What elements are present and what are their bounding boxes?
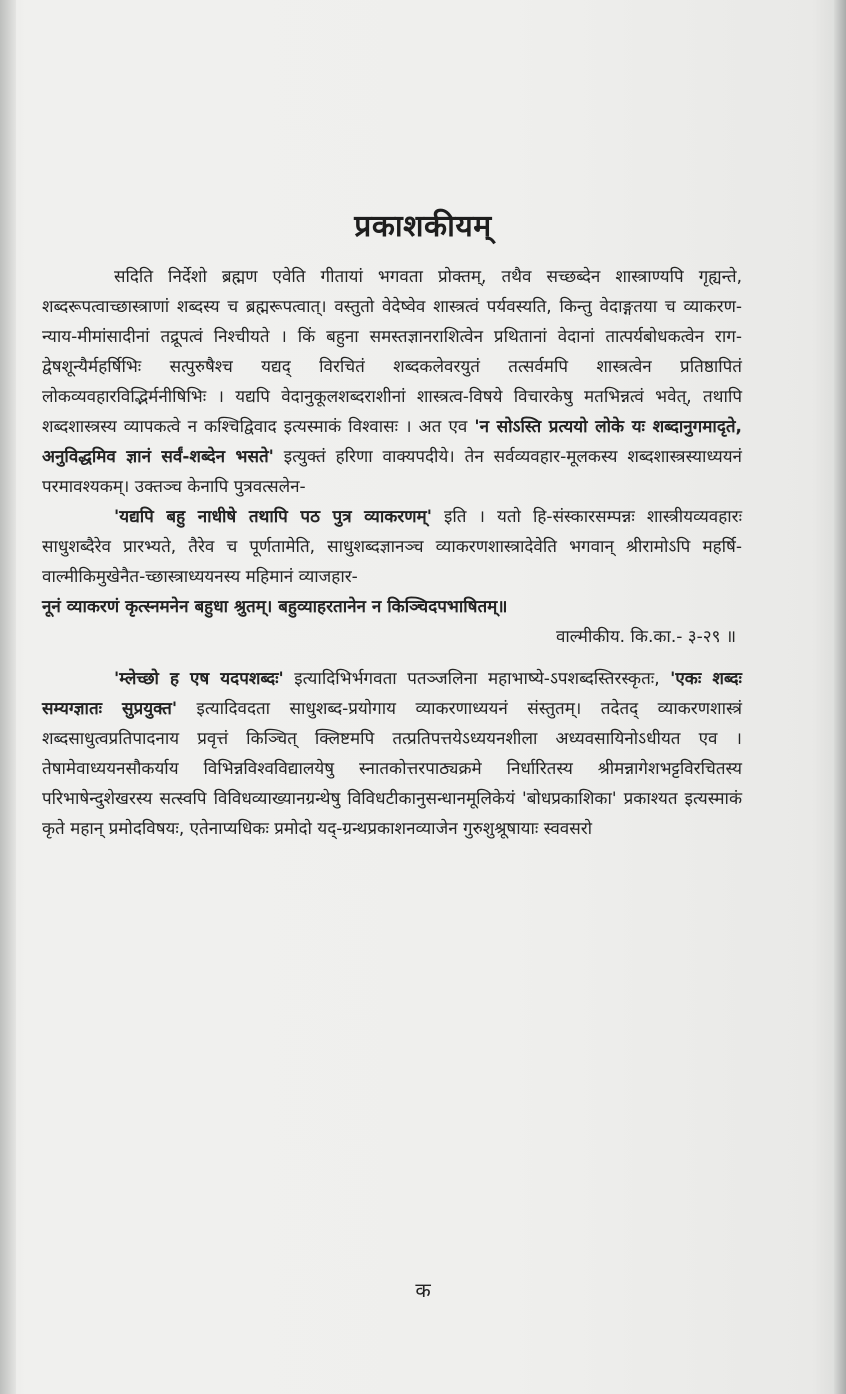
mahabhashya-quote-1: 'म्लेच्छो ह एष यदपशब्दः' [114, 669, 284, 689]
paragraph-1-text-a: सदिति निर्देशो ब्रह्मण एवेति गीतायां भगवता प्रोक्तम्, तथैव सच्छब्देन शास्त्राण्यपि गृह्यन्ते, शब्दरूपत्वाच्छास्त्राणां शब्दस्य च ब्रह्मरूपत्वात्। वस्तुतो वेदेष्वेव शास्त्रत्वं पर्यवस्यति, किन्तु वेदाङ्गतया च व्याकरण-न्याय-मीमांसादीनां तद्रूपत्वं निश्चीयते । किं बहुना समस्तज्ञानराशित्वेन प्रथितानां वेदानां तात्पर्यबोधकत्वेन राग-द्वेषशून्यैर्महर्षिभिः सत्पुरुषैश्च यद्यद् विरचितं शब्दकलेवरयुतं तत्सर्वमपि शास्त्रत्वेन प्रतिष्ठापितं लोकव्यवहारविद्भिर्मनीषिभिः । यद्यपि वेदानुकूलशब्दराशीनां शास्त्रत्व-विषये विचारकेषु मतभिन्नत्वं भवेत्, तथापि शब्दशास्त्रस्य व्यापकत्वे न कश्चिद्विवाद इत्यस्माकं विश्वासः । अत एव [42, 267, 742, 437]
paragraph-1 [42, 262, 742, 502]
ramayana-verse: नूनं व्याकरणं कृत्स्नमनेन बहुधा श्रुतम्। बहुव्याहरतानेन न किञ्चिदपभाषितम्॥ [42, 597, 508, 617]
vyakaranam-quote: 'यद्यपि बहु नाधीषे तथापि पठ पुत्र व्याकरणम्' [114, 507, 432, 527]
mahabhashya-quote-2: 'एकः शब्दः सम्यग्ज्ञातः सुप्रयुक्त' [42, 669, 742, 719]
verse-reference: वाल्मीकीय. कि.का.- ३-२९ ॥ [555, 627, 736, 647]
paragraph-2-text: इति । यतो हि-संस्कारसम्पन्नः शास्त्रीयव्यवहारः साधुशब्दैरेव प्रारभ्यते, तैरेव च पूर्णतामेति, साधुशब्दज्ञानञ्च व्याकरणशास्त्रादेवेति भगवान् श्रीरामोऽपि महर्षि-वाल्मीकिमुखेनैत-च्छास्त्राध्ययनस्य महिमानं व्याजहार- [42, 507, 743, 587]
paragraph-3-text-b: इत्यादिवदता साधुशब्द-प्रयोगाय व्याकरणाध्ययनं संस्तुतम्। तदेतद् व्याकरणशास्त्रं शब्दसाधुत्वप्रतिपादनाय प्रवृत्तं किञ्चित् क्लिष्टमपि तत्प्रतिपत्तयेऽध्ययनशीला अध्यवसायिनोऽधीयत एव । तेषामेवाध्ययनसौकर्याय विभिन्नविश्वविद्यालयेषु स्नातकोत्तरपाठ्यक्रमे निर्धारितस्य श्रीमन्नागेशभट्टविरचितस्य परिभाषेन्दुशेखरस्य सत्स्वपि विविधव्याख्यानग्रन्थेषु विविधटीकानुसन्धानमूलिकेयं 'बोधप्रकाशिका' प्रकाश्यत इत्यस्माकं कृते महान् प्रमोदविषयः, एतेनाप्यधिकः प्रमोदो यद्-ग्रन्थप्रकाशनव्याजेन गुरुशुश्रूषायाः स्ववसरो [42, 699, 742, 839]
body-text [42, 262, 742, 844]
vakyapadiya-quote: 'न सोऽस्ति प्रत्ययो लोके यः शब्दानुगमादृते, अनुविद्धमिव ज्ञानं सर्वं-शब्देन भसते' [42, 417, 742, 467]
paragraph-2 [42, 502, 742, 592]
paragraph-3-text-a: इत्यादिभिर्भगवता पतञ्जलिना महाभाष्ये-ऽपशब्दस्तिरस्कृतः, [283, 669, 671, 689]
page-title: प्रकाशकीयम् [354, 209, 492, 244]
paragraph-3 [42, 664, 742, 844]
page-number: क [415, 1278, 431, 1302]
paragraph-1-text-b: इत्युक्तं हरिणा वाक्यपदीये। तेन सर्वव्यवहार-मूलकस्य शब्दशास्त्रस्याध्ययनं परमावश्यकम्। उक्तञ्च केनापि पुत्रवत्सलेन- [42, 447, 742, 497]
